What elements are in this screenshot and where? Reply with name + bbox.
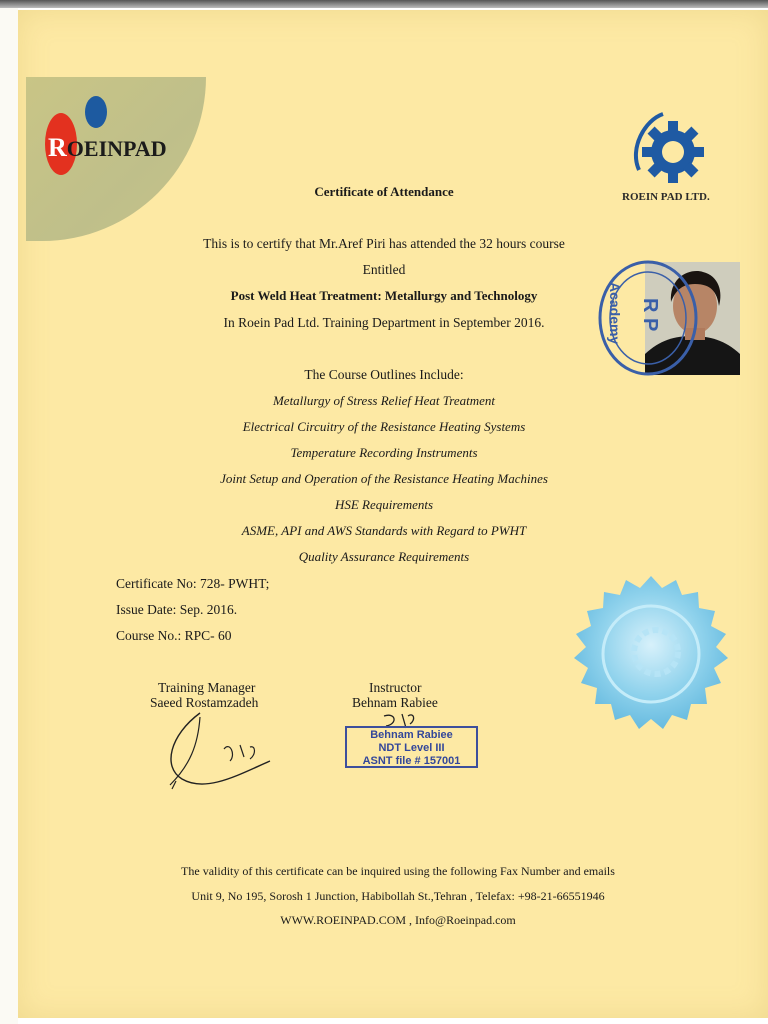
company-name: ROEIN PAD LTD. [622,191,710,203]
instructor-name: Behnam Rabiee [352,695,438,710]
outline-item: Quality Assurance Requirements [298,549,470,564]
course-title: Post Weld Heat Treatment: Metallurgy and Technology [230,288,538,303]
outline-item: Joint Setup and Operation of the Resistance Heating Machines [220,471,548,486]
holographic-seal-icon [566,574,736,734]
logo-blue-dot [85,96,107,128]
outline-item: ASME, API and AWS Standards with Regard to PWHT [241,523,527,538]
academy-stamp-word: Academy [607,282,623,345]
footer-contact: WWW.ROEINPAD.COM , Info@Roeinpad.com [280,913,516,927]
academy-stamp-letters: R P [639,298,661,332]
intro-line: This is to certify that Mr.Aref Piri has attended the 32 hours course [203,236,565,251]
logo-initial: R [48,133,67,162]
ndt-level-stamp [345,726,478,768]
ndt-stamp-level: NDT Level III [378,742,445,754]
outline-item: Temperature Recording Instruments [290,445,478,460]
academy-stamp [596,258,708,378]
ndt-stamp-name: Behnam Rabiee [370,729,453,741]
course-number: Course No.: RPC- 60 [116,628,232,643]
ndt-stamp-file: ASNT file # 157001 [362,755,461,767]
roeinpad-logo [48,133,167,163]
footer-validity: The validity of this certificate can be inquired using the following Fax Number and emails [181,864,615,878]
outlines-heading: The Course Outlines Include: [304,367,464,382]
department-line: In Roein Pad Ltd. Training Department in September 2016. [223,315,545,330]
training-manager-role: Training Manager [158,680,256,695]
logo-wordmark: OEINPAD [66,136,167,161]
training-manager-signature [160,705,280,795]
entitled-line: Entitled [362,262,406,277]
outline-item: Metallurgy of Stress Relief Heat Treatment [272,393,496,408]
issue-date: Issue Date: Sep. 2016. [116,602,238,617]
instructor-role: Instructor [369,680,422,695]
certificate-number: Certificate No: 728- PWHT; [116,576,270,591]
certificate-title: Certificate of Attendance [314,184,454,199]
scan-edge [0,0,768,8]
gear-icon [625,108,715,193]
training-manager-name: Saeed Rostamzadeh [150,695,259,710]
footer-address: Unit 9, No 195, Sorosh 1 Junction, Habibollah St.,Tehran , Telefax: +98-21-66551946 [191,889,605,903]
outline-item: Electrical Circuitry of the Resistance Heating Systems [242,419,526,434]
outline-item: HSE Requirements [334,497,434,512]
